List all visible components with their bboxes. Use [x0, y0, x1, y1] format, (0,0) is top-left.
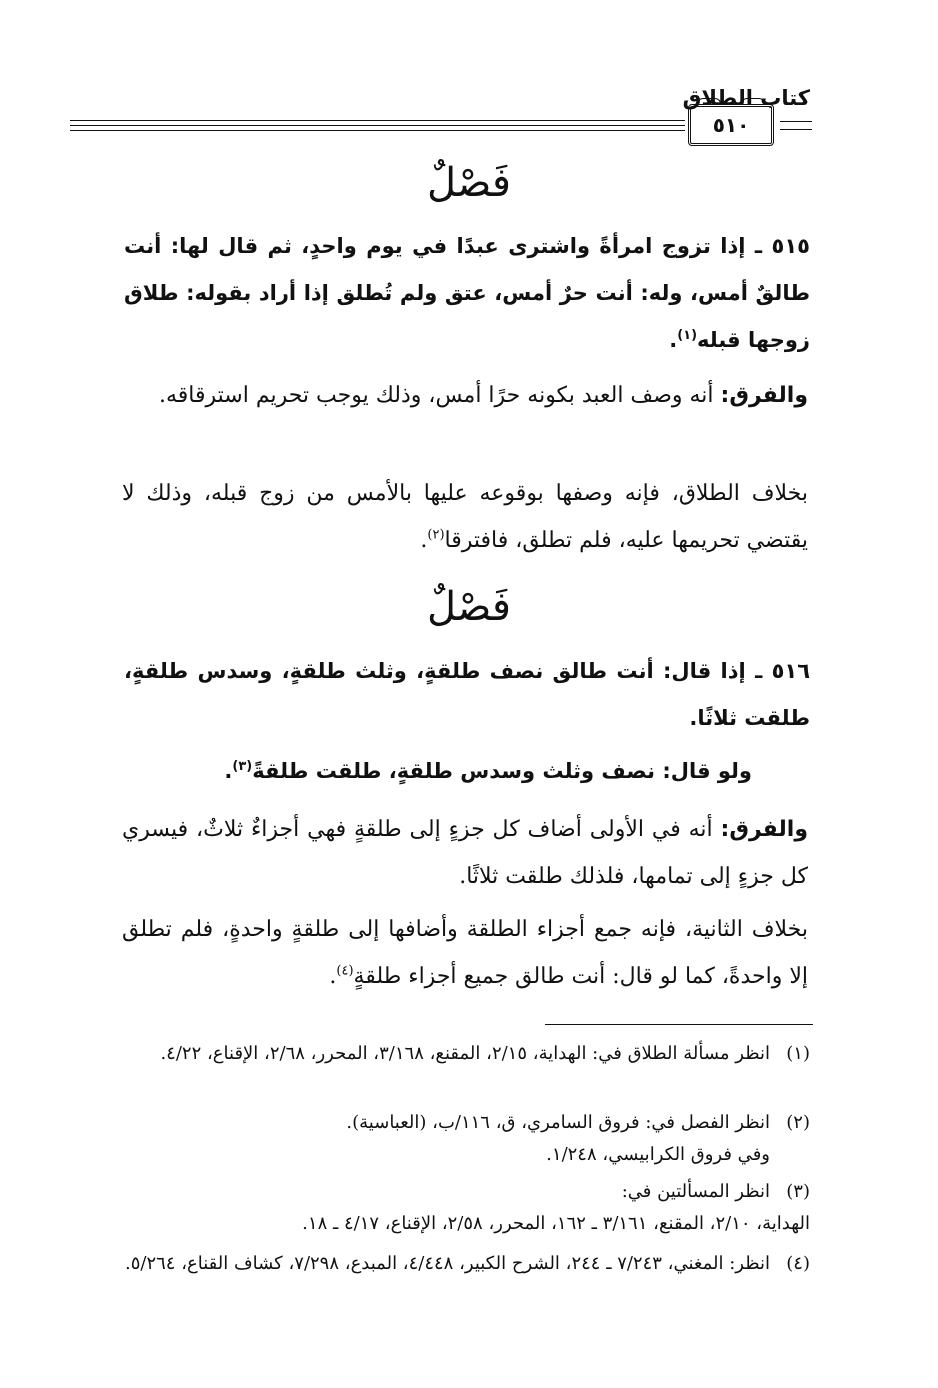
header-rule-right: [780, 129, 812, 130]
footnote-text: الهداية، ٢/١٠، المقنع، ٣/١٦١ ـ ١٦٢، المحرر، ٢/٥٨، الإقناع، ٤/١٧ ـ ١٨.: [302, 1213, 810, 1234]
farq-label: والفرق:: [720, 383, 808, 408]
footnote-1: [124, 1038, 810, 1070]
farq-text: أنه في الأولى أضاف كل جزءٍ إلى طلقةٍ فهي أجزاءٌ ثلاثٌ، فيسري كل جزءٍ إلى تمامها، فلذلك طلقت ثلاثًا.: [122, 817, 808, 889]
farq-label: والفرق:: [720, 817, 808, 842]
issue-text: إذا قال: أنت طالق نصف طلقةٍ، وثلث طلقةٍ، وسدس طلقةٍ، طلقت ثلاثًا.: [124, 659, 810, 730]
footnote-number: (٤): [786, 1253, 810, 1274]
footnote-number: (٣): [786, 1181, 810, 1202]
farq-paragraph: [122, 806, 808, 900]
issue-515: ٥١٥ ـ إذا تزوج امرأةً واشترى عبدًا في يوم واحدٍ، ثم قال لها: أنت طالقٌ أمس، وله: أنت حرٌ أمس، عتق ولم تُطلق إذا أراد بقوله: طلاق زوجها قبله$^{(١)}$.: [124, 234, 810, 352]
footnote-number: (٢): [786, 1112, 810, 1133]
footnote-ref: (١): [677, 328, 698, 343]
footnote-text: انظر مسألة الطلاق في: الهداية، ٢/١٥، المقنع، ٣/١٦٨، المحرر، ٢/٦٨، الإقناع، ٤/٢٢.: [160, 1043, 770, 1064]
khilaf-paragraph: بخلاف الطلاق، فإنه وصفها بوقوعه عليها بالأمس من زوج قبله، وذلك لا يقتضي تحريمها عليه، فلم تطلق، فافترقا$^{(٢)}$.: [122, 481, 809, 553]
issue-516-second-case: ولو قال: نصف وثلث وسدس طلقةٍ، طلقت طلقةً$^{(٣)}$.: [224, 759, 752, 783]
issue-text: إذا تزوج امرأةً واشترى عبدًا في يوم واحدٍ، ثم قال لها: أنت طالقٌ أمس، وله: أنت حرٌ أمس، عتق ولم تُطلق إذا أراد بقوله: طلاق زوجها قبله: [124, 234, 810, 352]
khilaf-text: بخلاف الثانية، فإنه جمع أجزاء الطلقة وأضافها إلى طلقةٍ واحدةٍ، فلم تطلق إلا واحدةً، كما لو قال: أنت طالق جميع أجزاء طلقةٍ: [122, 917, 809, 989]
footnote-separator: [545, 1024, 813, 1025]
issue-516: [124, 648, 810, 742]
footnote-number: (١): [786, 1043, 810, 1064]
footnote-2: [124, 1107, 810, 1171]
header-rule-right: [780, 121, 812, 122]
page-number-frame: [688, 104, 774, 146]
issue-number: ٥١٦ ـ: [755, 659, 811, 683]
header-rule: [70, 120, 685, 121]
footnote-text: وفي فروق الكرابيسي، ١/٢٤٨.: [546, 1144, 770, 1165]
footnote-3: [124, 1176, 810, 1240]
footnote-ref: (٢): [427, 527, 445, 543]
khilaf-paragraph: بخلاف الثانية، فإنه جمع أجزاء الطلقة وأضافها إلى طلقةٍ واحدةٍ، فلم تطلق إلا واحدةً، كما لو قال: أنت طالق جميع أجزاء طلقةٍ$^{(٤)}$.: [122, 917, 809, 989]
running-header-title: كتاب الطلاق: [682, 86, 810, 110]
header-rule: [70, 130, 685, 131]
footnote-4: [124, 1248, 810, 1280]
page-number: ٥١٠: [712, 113, 750, 137]
khilaf-text: بخلاف الطلاق، فإنه وصفها بوقوعه عليها بالأمس من زوج قبله، وذلك لا يقتضي تحريمها عليه، فلم تطلق، فافترقا: [122, 481, 809, 553]
footnote-text: انظر الفصل في: فروق السامري، ق، ١١٦/ب، (العباسية).: [346, 1112, 770, 1133]
section-heading-fasl: فَصْلٌ: [426, 584, 512, 630]
header-rule: [70, 125, 685, 126]
farq-text: أنه وصف العبد بكونه حرًا أمس، وذلك يوجب تحريم استرقاقه.: [158, 383, 714, 408]
footnote-text: انظر المسألتين في:: [621, 1181, 770, 1202]
issue-number: ٥١٥ ـ: [754, 234, 810, 258]
footnote-ref: (٣): [232, 759, 253, 774]
issue-text: ولو قال: نصف وثلث وسدس طلقةٍ، طلقت طلقةً: [252, 759, 752, 783]
footnote-text: انظر: المغني، ٧/٢٤٣ ـ ٢٤٤، الشرح الكبير، ٤/٤٤٨، المبدع، ٧/٢٩٨، كشاف القناع، ٥/٢٦٤.: [124, 1253, 770, 1274]
footnote-ref: (٤): [336, 963, 354, 979]
farq-paragraph: [122, 372, 808, 419]
section-heading-fasl: فَصْلٌ: [426, 160, 512, 206]
